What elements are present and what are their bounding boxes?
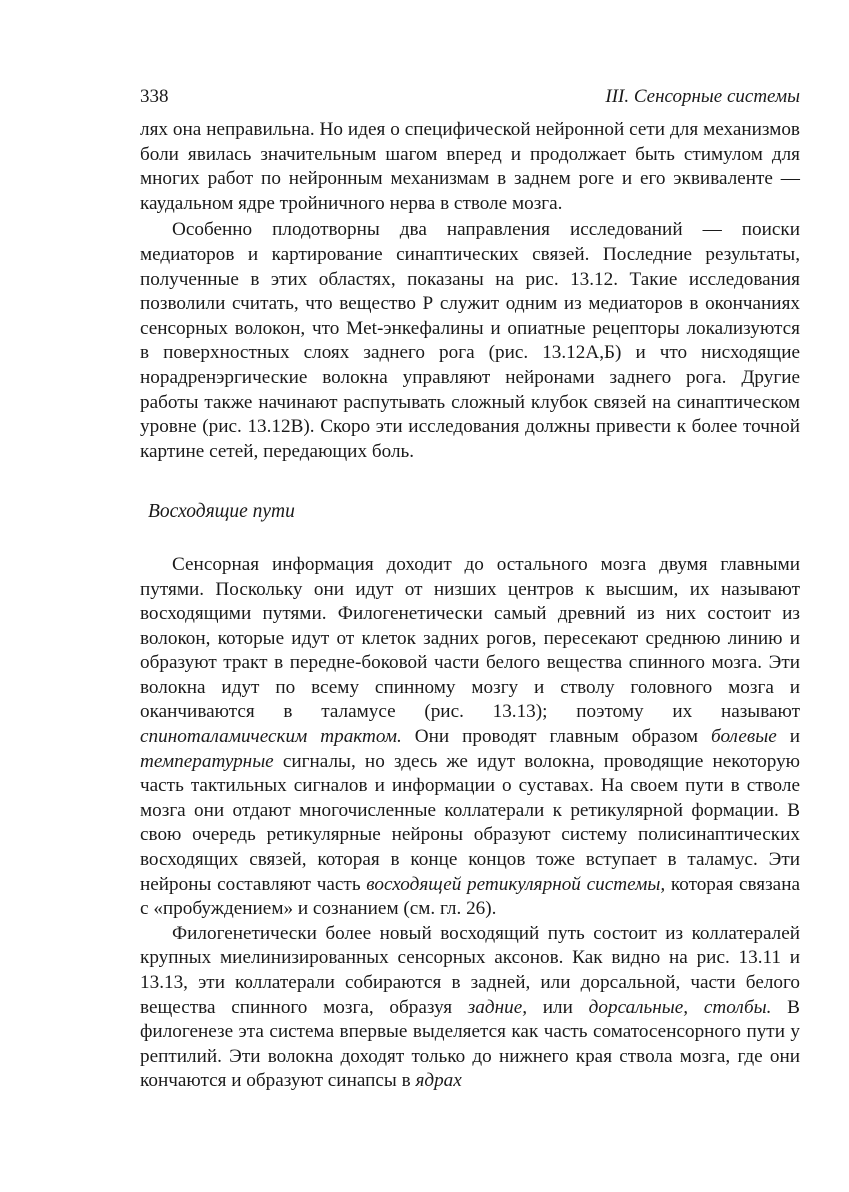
italic-term: задние,	[467, 996, 528, 1018]
paragraph-ascending-paths	[140, 553, 800, 922]
page-number: 338	[140, 86, 169, 107]
text-run: В филогенезе эта система впервые выделяется как часть соматосенсорного пути у рептилий. Эти волокна доходят только до нижнего края ствола мозга, где они кончаются и образуют синапсы в	[140, 996, 800, 1092]
text-run: которая связана с «пробуждением» и сознанием (см. гл. 26).	[140, 873, 800, 920]
text-run: или	[527, 996, 589, 1018]
text-run: Сенсорная информация доходит до остального мозга двумя главными путями. Поскольку они идут от низших центров к высшим, их называют восходящими путями. Филогенетически самый древний из них состоит из волокон, которые идут от клеток задних рогов, пересекают среднюю линию и образуют тракт в передне-боковой части белого вещества спинного мозга. Эти волокна идут по всему спинному мозгу и стволу головного мозга и оканчиваются в таламусе (рис. 13.13); поэтому их называют	[140, 553, 800, 723]
paragraph-dorsal-columns	[140, 922, 800, 1094]
running-head: III. Сенсорные системы	[605, 86, 800, 107]
italic-term: спиноталамическим трактом.	[140, 726, 402, 748]
italic-term: болевые	[711, 726, 777, 748]
paragraph-research-directions: Особенно плодотворны два направления исследований — поиски медиаторов и картирование синаптических связей. Последние результаты, полученные в этих областях, показаны на рис. 13.12. Такие исследования позволили считать, что вещество Р служит одним из медиаторов в окончаниях сенсорных волокон, что Met-энкефалины и опиатные рецепторы локализуются в поверхностных слоях заднего рога (рис. 13.12А,Б) и что нисходящие норадренэргические волокна управляют нейронами заднего рога. Другие работы также начинают распутывать сложный клубок связей на синаптическом уровне (рис. 13.12В). Скоро эти исследования должны привести к более точной картине сетей, передающих боль.	[140, 219, 800, 462]
italic-term: дорсальные, столбы.	[588, 996, 772, 1018]
page-header	[140, 86, 800, 112]
paragraph-continuation: лях она неправильна. Но идея о специфической нейронной сети для механизмов боли явилась значительным шагом вперед и продолжает быть стимулом для многих работ по нейронным механизмам в заднем роге и его эквиваленте — каудальном ядре тройничного нерва в стволе мозга.	[140, 119, 800, 214]
text-run: сигналы, но здесь же идут волокна, проводящие некоторую часть тактильных сигналов и информации о суставах. На своем пути в стволе мозга они отдают многочисленные коллатерали к ретикулярной формации. В свою очередь ретикулярные нейроны образуют систему полисинаптических восходящих связей, которая в конце концов тоже вступает в таламус. Эти нейроны составляют часть	[140, 750, 800, 895]
italic-term: температурные	[140, 750, 274, 772]
text-run: Филогенетически более новый восходящий путь состоит из коллатералей крупных миелинизированных сенсорных аксонов. Как видно на рис. 13.11 и 13.13, эти коллатерали собираются в задней, или дорсальной, части белого вещества спинного мозга, образуя	[140, 922, 800, 1018]
body-text	[140, 118, 800, 1094]
text-run: Они проводят главным образом	[401, 726, 712, 748]
text-run: и	[776, 726, 800, 748]
italic-term: ядрах	[415, 1070, 462, 1092]
italic-term: восходящей ретикулярной системы,	[366, 873, 666, 895]
section-heading: Восходящие пути	[148, 501, 295, 523]
